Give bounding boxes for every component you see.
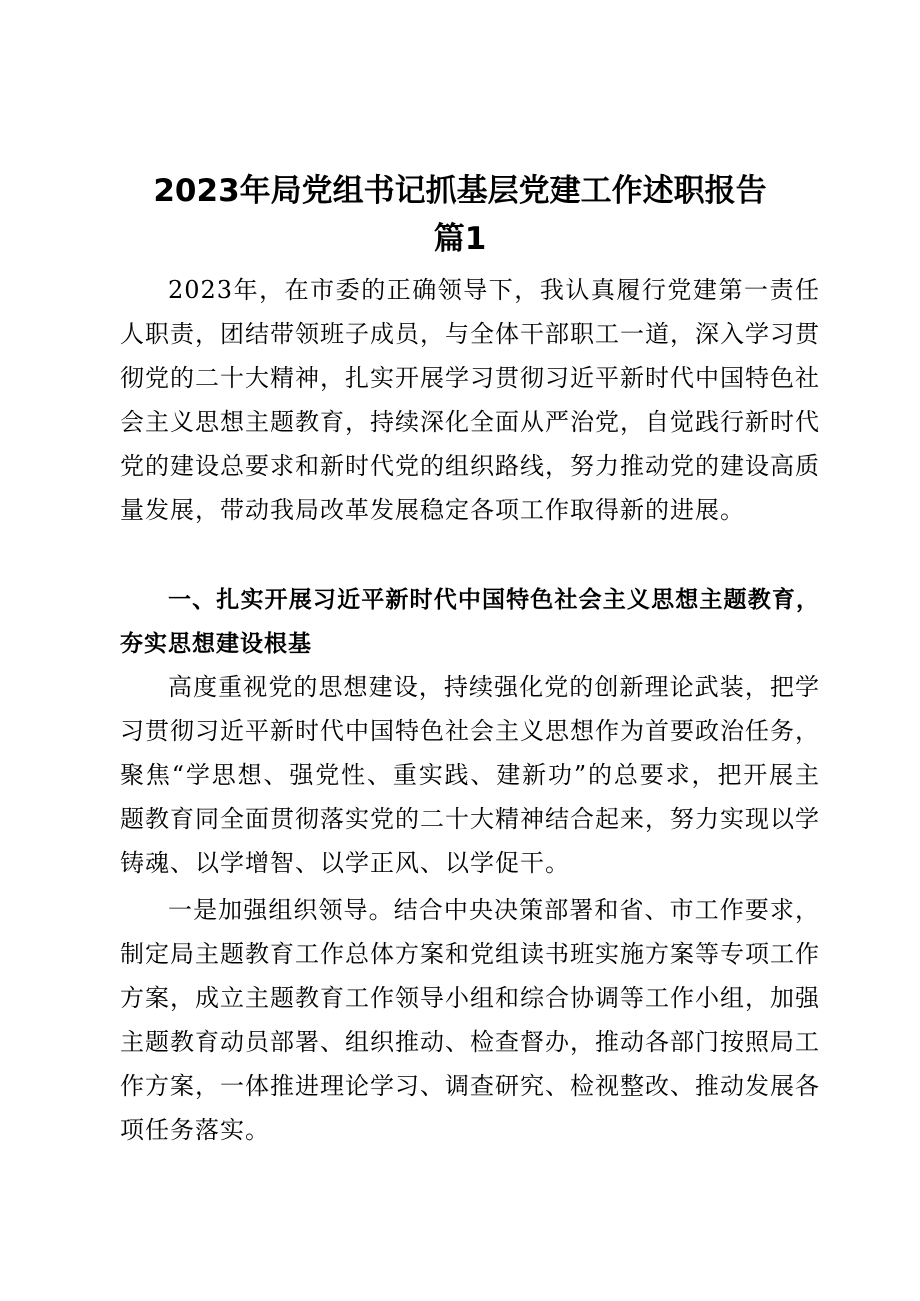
document-subtitle: 篇1 bbox=[433, 221, 487, 257]
intro-paragraph: 2023年，在市委的正确领导下，我认真履行党建第一责任人职责，团结带领班子成员，与全体干部职工一道，深入学习贯彻党的二十大精神，扎实开展学习贯彻习近平新时代中国特色社会主义思想主题教育，持续深化全面从严治党，自觉践行新时代党的建设总要求和新时代党的组织路线，努力推动党的建设高质量发展，带动我局改革发展稳定各项工作取得新的进展。 bbox=[120, 276, 820, 524]
section-body-paragraph: 高度重视党的思想建设，持续强化党的创新理论武装，把学习贯彻习近平新时代中国特色社会主义思想作为首要政治任务，聚焦“学思想、强党性、重实践、建新功”的总要求，把开展主题教育同全面贯彻落实党的二十大精神结合起来，努力实现以学铸魂、以学增智、以学正风、以学促干。 bbox=[120, 673, 820, 877]
document-title: 2023年局党组书记抓基层党建工作述职报告 bbox=[153, 173, 767, 209]
section-heading: 一、扎实开展习近平新时代中国特色社会主义思想主题教育，夯实思想建设根基 bbox=[120, 587, 820, 657]
section-point-paragraph: 一是加强组织领导。结合中央决策部署和省、市工作要求，制定局主题教育工作总体方案和党组读书班实施方案等专项工作方案，成立主题教育工作领导小组和综合协调等工作小组，加强主题教育动员部署、组织推动、检查督办，推动各部门按照局工作方案，一体推进理论学习、调查研究、检视整改、推动发展各项任务落实。 bbox=[120, 896, 820, 1144]
